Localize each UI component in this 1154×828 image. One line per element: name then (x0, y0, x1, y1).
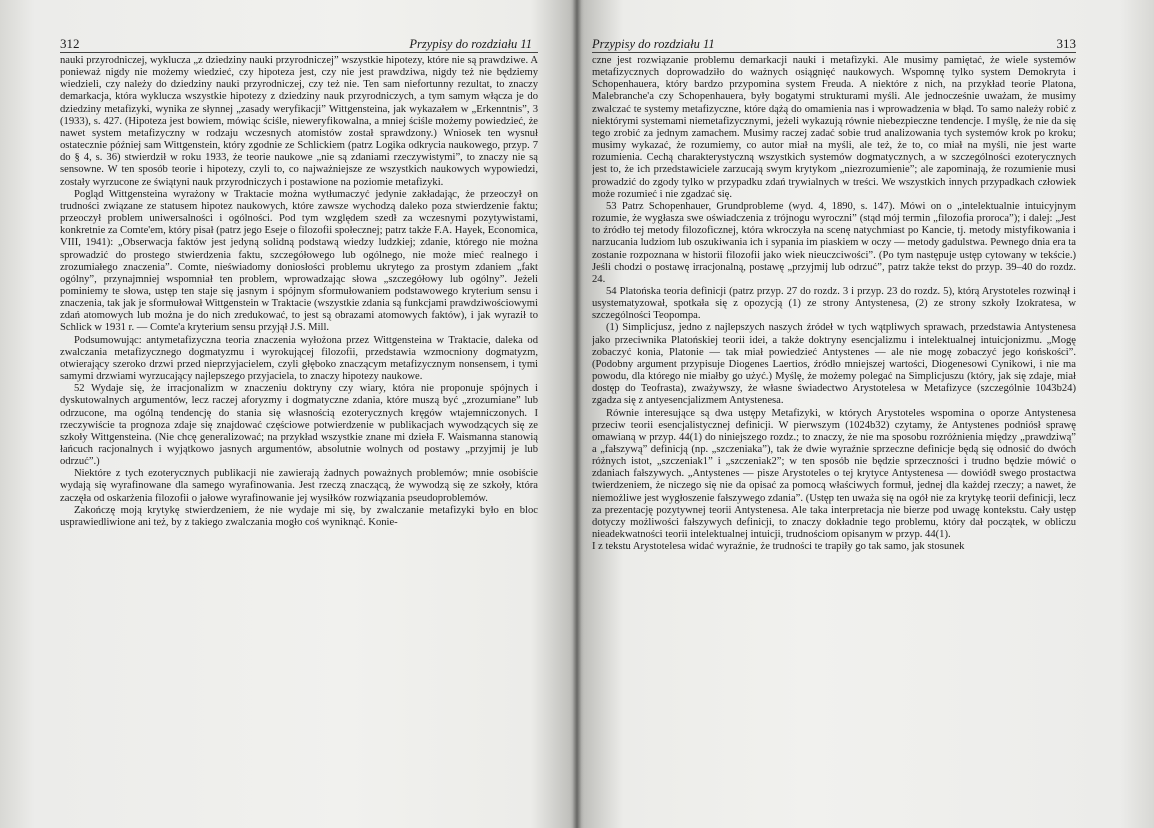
page-number: 312 (60, 36, 80, 51)
paragraph: nauki przyrodniczej, wyklucza „z dziedziny nauki przyrodniczej” wszystkie hipotezy, które nie są prawdziwe. A ponieważ nigdy nie możemy wiedzieć, czy hipoteza jest, czy nie jest prawdziwa, nigdy też nie będziemy wiedzieli, czy należy do dziedziny nauki przyrodniczej, czy też nie. Ten sam niefortunny rezultat, to znaczy demarkacja, która wyklucza wszystkie hipotezy z dziedziny nauk przyrodniczych, a tym samym włącza je do dziedziny metafizyki, wynika ze słynnej „zasady weryfikacji” Wittgensteina, jak wykazałem w „Erkenntnis”, 3 (1933), s. 427. (Hipoteza jest bowiem, mówiąc ściśle, nieweryfikowalna, a mniej ściśle możemy powiedzieć, że nawet system metafizyczny w rodzaju wczesnych atomistów został sprawdzony.) Wniosek ten wysnuł ostatecznie później sam Wittgenstein, który zgodnie ze Schlickiem (patrz Logika odkrycia naukowego, przyp. 7 do § 4, s. 36) stwierdził w roku 1933, że teorie naukowe „nie są zdaniami rzeczywistymi”, to znaczy nie są sensowne. W ten sposób teorie i hipotezy, czyli to, co najważniejsze ze wszystkich naukowych wypowiedzi, zostały wyrzucone ze świątyni nauk przyrodniczych i postawione na poziomie metafizyki. (60, 55, 538, 188)
footnote-52: 52 Wydaje się, że irracjonalizm w znaczeniu doktryny czy wiary, która nie proponuje spójnych i dyskutowalnych argumentów, lecz raczej aforyzmy i dogmatyczne zdania, które muszą być „zrozumiane” lub odrzucone, ma ogólną tendencję do stania się własnością ezoterycznych kręgów wtajemniczonych. I rzeczywiście ta prognoza zdaje się znajdować częściowe potwierdzenie w publikacjach wywodzących się ze szkoły Wittgensteina. (Nie chcę generalizować; na przykład wszystkie znane mi dzieła F. Waismanna stanowią łańcuch racjonalnych i wyjątkowo jasnych argumentów, absolutnie wolnych od postawy „przyjmij je lub odrzuć”.) (60, 383, 538, 468)
paragraph: Zakończę moją krytykę stwierdzeniem, że nie wydaje mi się, by zwalczanie metafizyki było en bloc usprawiedliwione ani też, by z takiego zwalczania mogło coś wyniknąć. Konie- (60, 504, 538, 528)
left-page (60, 30, 538, 820)
paragraph: czne jest rozwiązanie problemu demarkacji nauki i metafizyki. Ale musimy pamiętać, że wiele systemów metafizycznych doprowadziło do ważnych osiągnięć naukowych. Wspomnę tylko system Demokryta i Schopenhauera, który bardzo przypomina system Freuda. A niektóre z nich, na przykład teorie Platona, Malebranche'a czy Schopenhauera, były bogatymi strukturami myśli. Ale jednocześnie uważam, że musimy zwalczać te systemy metafizyczne, które dążą do omamienia nas i wprowadzenia w błąd. To samo należy robić z niektórymi systemami niemetafizycznymi, jeżeli wykazują równie niebezpieczne tendencje. I myślę, że nie da się tego zrobić za jednym zamachem. Musimy raczej zadać sobie trud analizowania tych systemów krok po kroku; musimy wykazać, że rozumiemy, co autor miał na myśli, ale też, że to, co miał na myśli, nie jest warte rozumienia. Cechą charakterystyczną wszystkich systemów dogmatycznych, a w szczególności ezoterycznych jest to, że ich przedstawiciele zarzucają swym krytykom „niezrozumienie”; ale zapominają, że rozumienie musi prowadzić do zgody tylko w przypadku zdań trywialnych w treści. We wszystkich innych przypadkach człowiek może rozumieć i nie zgadzać się. (592, 55, 1076, 200)
running-title: Przypisy do rozdziału 11 (409, 37, 532, 51)
right-body-text (592, 55, 1076, 553)
left-running-head (60, 30, 538, 53)
paragraph: Niektóre z tych ezoterycznych publikacji nie zawierają żadnych poważnych problemów; mnie osobiście wydają się wyrafinowane dla samego wyrafinowania. Jest rzeczą znaczącą, że wywodzą się ze szkoły, która zaczęła od oskarżenia filozofii o jałowe wyrafinowanie jej wysiłków rozwiązania pseudoproblemów. (60, 468, 538, 504)
right-running-head (592, 30, 1076, 53)
right-page (592, 30, 1076, 820)
running-title: Przypisy do rozdziału 11 (592, 37, 715, 51)
footnote-53: 53 Patrz Schopenhauer, Grundprobleme (wyd. 4, 1890, s. 147). Mówi on o „intelektualnie intuicyjnym rozumie, że wygłasza swe oświadczenia z trójnogu wyroczni” (stąd mój termin „filozofia proroca”); i dalej: „Jest to źródło tej metody filozoficznej, która wkroczyła na scenę natychmiast po Kancie, tj. metody mistyfikowania i narzucania ludziom lub oszukiwania ich i sypania im piaskiem w oczy — metody gadulstwa. Pewnego dnia era ta zostanie rozpoznana w historii filozofii jako wiek nieuczciwości”. (Po tym następuje ustęp cytowany w tekście.) Jeśli chodzi o postawę irracjonalną, postawę „przyjmij lub odrzuć”, patrz także tekst do przyp. 39–40 do rozdz. 24. (592, 200, 1076, 285)
page-number: 313 (1056, 36, 1076, 51)
paragraph: Podsumowując: antymetafizyczna teoria znaczenia wyłożona przez Wittgensteina w Traktacie, daleka od zwalczania metafizycznego dogmatyzmu i wyrokującej filozofii, przedstawia wzmocniony dogmatyzm, otwierający szeroko drzwi przed nieprzyjacielem, czyli głęboko znaczącym metafizycznym nonsensem, i tymi samymi drzwiami wyrzucający najlepszego przyjaciela, to znaczy hipotezy naukowe. (60, 334, 538, 383)
footnote-54: 54 Platońska teoria definicji (patrz przyp. 27 do rozdz. 3 i przyp. 23 do rozdz. 5), którą Arystoteles rozwinął i usystematyzował, spotkała się z opozycją (1) ze strony Antystenesa, (2) ze strony szkoły Izokratesa, w szczególności Teopompa. (592, 285, 1076, 322)
paragraph: (1) Simplicjusz, jedno z najlepszych naszych źródeł w tych wątpliwych sprawach, przedstawia Antystenesa jako przeciwnika Platońskiej teorii idei, a także doktryny esencjalizmu i intelektualnej intuicjonizmu. „Mogę zobaczyć konia, Platonie — tak miał powiedzieć Antystenes — ale nie mogę zobaczyć jego końskości”. (Podobny argument przypisuje Diogenes Laertios, źródło mniejszej wartości, Diogenesowi Cynikowi, i nie ma powodu, dla którego nie miałby go użyć.) Myślę, że możemy polegać na Simplicjuszu (który, jak się zdaje, miał dostęp do Teofrasta), zważywszy, że własne świadectwo Arystotelesa w Metafizyce (szczególnie 1043b24) zgadza się z antyesencjalizmem Antystenesa. (592, 322, 1076, 407)
paragraph: Pogląd Wittgensteina wyrażony w Traktacie można wytłumaczyć jedynie zakładając, że przeoczył on trudności związane ze statusem hipotez naukowych, które zawsze wychodzą daleko poza stwierdzenie faktu; przeoczył problem uniwersalności i ogólności. Pod tym względem szedł za wczesnymi pozytywistami, konkretnie za Comte'em, który pisał (patrz jego Eseje o filozofii społecznej; patrz także F.A. Hayek, Economica, VIII, 1941): „Obserwacja faktów jest jedyną solidną podstawą wiedzy ludzkiej; zdanie, którego nie można sprowadzić do prostego stwierdzenia faktu, szczegółowego lub ogólnego, nie może mieć realnego i zrozumiałego znaczenia”. Comte, nieświadomy doniosłości problemu ukrytego za prostym zdaniem „fakt ogólny”, przynajmniej wspomniał ten problem, wprowadzając słowa „szczegółowy lub ogólny”. Jeżeli pominiemy te słowa, ustęp ten staje się jasnym i spójnym sformułowaniem podstawowego kryterium sensu i znaczenia, tak jak je sformułował Wittgenstein w Traktacie (wszystkie zdania są funkcjami prawdziwościowymi zdań atomowych lub można je do nich zredukować, to jest są obrazami atomowych faktów), i jak wyraził to Schlick w 1931 r. — Comte'a kryterium sensu przyjął J.S. Mill. (60, 188, 538, 334)
book-gutter (570, 0, 584, 828)
left-body-text (60, 55, 538, 529)
paragraph: I z tekstu Arystotelesa widać wyraźnie, że trudności te trapiły go tak samo, jak stosunek (592, 541, 965, 553)
paragraph: Równie interesujące są dwa ustępy Metafizyki, w których Arystoteles wspomina o oporze Antystenesa przeciw teorii esencjalistycznej definicji. W pierwszym (1024b32) czytamy, że Antystenes podniósł sprawę omawianą w przyp. 44(1) do niniejszego rozdz.; to znaczy, że nie ma sposobu rozróżnienia między „prawdziwą” a „fałszywą” definicją (np. „szczeniaka”), tak że dwie wyraźnie sprzeczne definicje będą się odnosić do dwóch różnych istot, „szczeniak1” i „szczeniak2”; w ten sposób nie będzie sprzeczności i trudno będzie mówić o zdaniach fałszywych. „Antystenes — pisze Arystoteles o tej krytyce Antystenesa — dowiódł swego prostactwa twierdzeniem, że niczego się nie da opisać za pomocą właściwych formuł, jednej dla każdej rzeczy; a nawet, że niemożliwe jest wygłoszenie fałszywego zdania”. (Ustęp ten uważa się na ogół nie za krytykę teorii definicji, lecz za prezentację pozytywnej teorii Antystenesa. Ale taka interpretacja nie bierze pod uwagę kontekstu. Cały ustęp dotyczy możliwości fałszywych definicji, to znaczy dokładnie tego problemu, który dał początek, w obliczu nieadekwatności teorii intelektualnej intuicji, trudnościom opisanym w przyp. 44(1). (592, 407, 1076, 541)
